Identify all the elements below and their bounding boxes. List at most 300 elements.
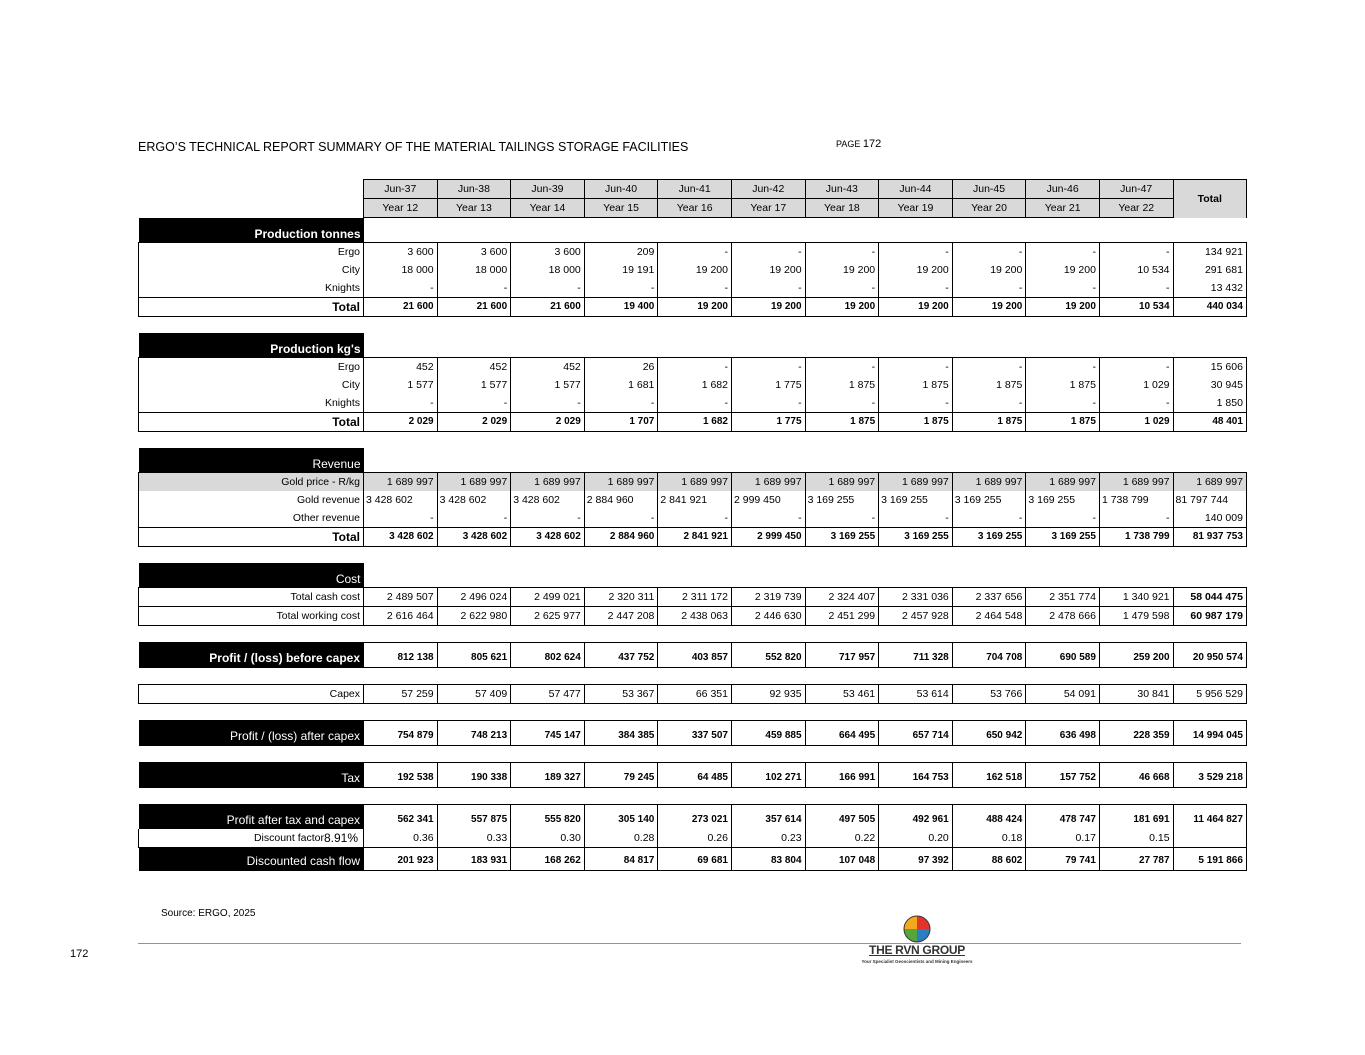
year-header: Year 15 (584, 199, 658, 218)
row-label: Total (139, 527, 364, 546)
value-cell: 19 200 (805, 261, 879, 279)
value-cell: 69 681 (658, 847, 732, 870)
value-cell: 2 464 548 (952, 606, 1026, 625)
value-cell: 166 991 (805, 762, 879, 787)
kgs-row (139, 394, 1247, 413)
value-cell: 57 259 (364, 684, 438, 703)
page-number: 172 (862, 138, 882, 150)
value-cell: 3 600 (437, 242, 511, 261)
value-cell: 18 000 (437, 261, 511, 279)
value-cell: 1 577 (364, 376, 438, 394)
value-cell: 18 000 (364, 261, 438, 279)
month-header: Jun-41 (658, 180, 732, 199)
value-cell: 2 841 921 (658, 491, 732, 509)
month-header: Jun-43 (805, 180, 879, 199)
year-header: Year 18 (805, 199, 879, 218)
value-cell: 1 875 (1026, 376, 1100, 394)
spacer-row (139, 546, 1247, 563)
value-cell: 711 328 (879, 642, 953, 667)
value-cell: 1 875 (879, 376, 953, 394)
value-cell: - (952, 509, 1026, 528)
year-header: Year 20 (952, 199, 1026, 218)
tonnes-row (139, 279, 1247, 298)
value-cell: - (658, 509, 732, 528)
section-title: Cost (139, 563, 364, 588)
value-cell: 3 428 602 (437, 491, 511, 509)
value-cell: 46 668 (1099, 762, 1173, 787)
value-cell: 79 245 (584, 762, 658, 787)
document-title: ERGO’S TECHNICAL REPORT SUMMARY OF THE MATERIAL TAILINGS STORAGE FACILITIES (138, 140, 689, 154)
value-cell: 53 367 (584, 684, 658, 703)
source-note: Source: ERGO, 2025 (161, 908, 256, 919)
spacer-cell (139, 316, 1247, 333)
spacer-cell (139, 787, 1247, 804)
tonnes-total-row (139, 297, 1247, 316)
value-cell: 102 271 (731, 762, 805, 787)
value-cell: 88 602 (952, 847, 1026, 870)
spacer-cell (139, 667, 1247, 684)
spacer-row (139, 625, 1247, 642)
year-header: Year 17 (731, 199, 805, 218)
row-label: City (139, 376, 364, 394)
value-cell: - (879, 279, 953, 298)
value-cell: 1 738 799 (1099, 491, 1173, 509)
row-label: Total working cost (139, 606, 364, 625)
value-cell: 748 213 (437, 720, 511, 745)
value-cell: 3 428 602 (437, 527, 511, 546)
value-cell: 19 200 (879, 261, 953, 279)
value-cell: 2 446 630 (731, 606, 805, 625)
value-cell: 168 262 (511, 847, 585, 870)
header-blank (139, 180, 364, 199)
value-cell: - (1099, 279, 1173, 298)
value-cell: 157 752 (1026, 762, 1100, 787)
value-cell: 2 029 (437, 412, 511, 431)
value-cell: 19 400 (584, 297, 658, 316)
value-cell: 19 200 (658, 261, 732, 279)
value-cell: 20 950 574 (1173, 642, 1246, 667)
value-cell: 3 428 602 (511, 527, 585, 546)
value-cell: 1 875 (805, 376, 879, 394)
value-cell: - (879, 242, 953, 261)
value-cell: 478 747 (1026, 804, 1100, 829)
value-cell: 107 048 (805, 847, 879, 870)
row-label: Ergo (139, 357, 364, 376)
value-cell: 273 021 (658, 804, 732, 829)
value-cell: 2 337 656 (952, 587, 1026, 606)
value-cell: 2 029 (364, 412, 438, 431)
section-gap (364, 448, 1247, 473)
value-cell: 1 681 (584, 376, 658, 394)
month-header: Jun-39 (511, 180, 585, 199)
value-cell: 2 622 980 (437, 606, 511, 625)
value-cell: - (879, 509, 953, 528)
value-cell: 754 879 (364, 720, 438, 745)
gold-revenue-row (139, 491, 1247, 509)
spacer-row (139, 431, 1247, 448)
spacer-row (139, 703, 1247, 720)
section-gap (364, 563, 1247, 588)
value-cell: 19 200 (805, 297, 879, 316)
value-cell: 1 738 799 (1099, 527, 1173, 546)
cash-cost-row (139, 587, 1247, 606)
value-cell: 1 689 997 (1173, 472, 1246, 491)
value-cell: 92 935 (731, 684, 805, 703)
value-cell: 552 820 (731, 642, 805, 667)
row-label: Gold price - R/kg (139, 472, 364, 491)
value-cell: - (731, 394, 805, 413)
value-cell: - (658, 357, 732, 376)
value-cell: 48 401 (1173, 412, 1246, 431)
row-label: City (139, 261, 364, 279)
value-cell: 2 320 311 (584, 587, 658, 606)
value-cell: 2 496 024 (437, 587, 511, 606)
value-cell: 19 200 (658, 297, 732, 316)
month-header: Jun-40 (584, 180, 658, 199)
value-cell: 2 999 450 (731, 527, 805, 546)
month-header: Jun-37 (364, 180, 438, 199)
value-cell: 26 (584, 357, 658, 376)
value-cell: 19 200 (952, 261, 1026, 279)
spacer-cell (139, 703, 1247, 720)
value-cell: 5 956 529 (1173, 684, 1246, 703)
row-label: Tax (139, 762, 364, 787)
value-cell: - (805, 357, 879, 376)
month-header: Jun-38 (437, 180, 511, 199)
spacer-row (139, 745, 1247, 762)
value-cell: 19 200 (731, 261, 805, 279)
section-header (139, 563, 1247, 588)
value-cell: 562 341 (364, 804, 438, 829)
value-cell: 2 438 063 (658, 606, 732, 625)
spacer-cell (139, 625, 1247, 642)
value-cell: 452 (364, 357, 438, 376)
value-cell: 1 682 (658, 412, 732, 431)
tonnes-row (139, 242, 1247, 261)
value-cell: 0.23 (731, 829, 805, 848)
value-cell: 3 169 255 (952, 491, 1026, 509)
spacer-cell (139, 431, 1247, 448)
value-cell: - (952, 357, 1026, 376)
value-cell: 1 850 (1173, 394, 1246, 413)
value-cell: 802 624 (511, 642, 585, 667)
value-cell: - (1099, 394, 1173, 413)
value-cell: 3 529 218 (1173, 762, 1246, 787)
value-cell: 1 340 921 (1099, 587, 1173, 606)
value-cell: 2 884 960 (584, 527, 658, 546)
logo-tagline: Your Specialist Geoscientists and Mining Engineers (861, 959, 973, 964)
row-label: Profit / (loss) after capex (139, 720, 364, 745)
value-cell: - (731, 509, 805, 528)
row-label: Discounted cash flow (139, 847, 364, 870)
year-header: Year 22 (1099, 199, 1173, 218)
value-cell: 84 817 (584, 847, 658, 870)
year-header: Year 21 (1026, 199, 1100, 218)
value-cell: 1 689 997 (658, 472, 732, 491)
value-cell: 21 600 (437, 297, 511, 316)
kgs-row (139, 357, 1247, 376)
year-header-row (139, 199, 1247, 218)
value-cell: - (584, 394, 658, 413)
section-title: Revenue (139, 448, 364, 473)
section-gap (364, 218, 1247, 243)
value-cell: 79 741 (1026, 847, 1100, 870)
profit-before-capex-row (139, 642, 1247, 667)
value-cell: 209 (584, 242, 658, 261)
value-cell: - (364, 509, 438, 528)
spacer-row (139, 316, 1247, 333)
value-cell: 357 614 (731, 804, 805, 829)
value-cell: 403 857 (658, 642, 732, 667)
value-cell: 1 689 997 (437, 472, 511, 491)
value-cell: - (658, 242, 732, 261)
value-cell: 555 820 (511, 804, 585, 829)
row-label: Profit after tax and capex (139, 804, 364, 829)
value-cell: 228 359 (1099, 720, 1173, 745)
row-label: Other revenue (139, 509, 364, 528)
value-cell: - (879, 357, 953, 376)
row-label: Gold revenue (139, 491, 364, 509)
value-cell: 745 147 (511, 720, 585, 745)
value-cell: 1 689 997 (805, 472, 879, 491)
row-label: Total (139, 297, 364, 316)
year-header: Year 13 (437, 199, 511, 218)
financial-model-table (138, 179, 1247, 871)
value-cell: 192 538 (364, 762, 438, 787)
value-cell: 690 589 (1026, 642, 1100, 667)
spacer-row (139, 787, 1247, 804)
value-cell: - (437, 509, 511, 528)
value-cell: 1 689 997 (1099, 472, 1173, 491)
discount-rate: 8.91% (323, 830, 358, 845)
value-cell: 181 691 (1099, 804, 1173, 829)
value-cell: - (1099, 357, 1173, 376)
value-cell: - (511, 509, 585, 528)
value-cell: 488 424 (952, 804, 1026, 829)
row-label: Total cash cost (139, 587, 364, 606)
year-header: Year 19 (879, 199, 953, 218)
value-cell: 21 600 (511, 297, 585, 316)
value-cell: 664 495 (805, 720, 879, 745)
value-cell: 53 766 (952, 684, 1026, 703)
value-cell: 0.26 (658, 829, 732, 848)
working-cost-row (139, 606, 1247, 625)
value-cell: 30 841 (1099, 684, 1173, 703)
value-cell: 19 191 (584, 261, 658, 279)
value-cell: 1 775 (731, 412, 805, 431)
value-cell: 19 200 (952, 297, 1026, 316)
value-cell: 10 534 (1099, 261, 1173, 279)
value-cell: 140 009 (1173, 509, 1246, 528)
row-label: Ergo (139, 242, 364, 261)
value-cell: 0.18 (952, 829, 1026, 848)
value-cell: 3 169 255 (1026, 491, 1100, 509)
value-cell: 2 457 928 (879, 606, 953, 625)
spacer-cell (139, 546, 1247, 563)
page-prefix: PAGE (836, 139, 861, 149)
value-cell: 305 140 (584, 804, 658, 829)
month-header: Jun-47 (1099, 180, 1173, 199)
value-cell: 291 681 (1173, 261, 1246, 279)
value-cell: - (805, 394, 879, 413)
value-cell: 3 169 255 (879, 491, 953, 509)
value-cell: - (658, 394, 732, 413)
value-cell: 58 044 475 (1173, 587, 1246, 606)
month-header-row (139, 180, 1247, 199)
value-cell: 18 000 (511, 261, 585, 279)
value-cell: - (437, 279, 511, 298)
value-cell: 2 311 172 (658, 587, 732, 606)
month-header: Jun-42 (731, 180, 805, 199)
value-cell: 1 689 997 (584, 472, 658, 491)
value-cell: 384 385 (584, 720, 658, 745)
value-cell: - (805, 279, 879, 298)
value-cell: 3 428 602 (364, 527, 438, 546)
value-cell: 2 351 774 (1026, 587, 1100, 606)
total-header: Total (1173, 180, 1246, 218)
value-cell: 60 987 179 (1173, 606, 1246, 625)
section-title: Production kg's (139, 333, 364, 358)
kgs-total-row (139, 412, 1247, 431)
value-cell: 440 034 (1173, 297, 1246, 316)
value-cell: 0.30 (511, 829, 585, 848)
tax-row (139, 762, 1247, 787)
value-cell: 1 479 598 (1099, 606, 1173, 625)
value-cell: 636 498 (1026, 720, 1100, 745)
value-cell: 57 477 (511, 684, 585, 703)
value-cell: 437 752 (584, 642, 658, 667)
section-header (139, 333, 1247, 358)
month-header: Jun-46 (1026, 180, 1100, 199)
value-cell: 1 577 (437, 376, 511, 394)
year-header: Year 16 (658, 199, 732, 218)
value-cell: 15 606 (1173, 357, 1246, 376)
value-cell: 162 518 (952, 762, 1026, 787)
value-cell: 497 505 (805, 804, 879, 829)
value-cell: 3 600 (511, 242, 585, 261)
value-cell: 19 200 (879, 297, 953, 316)
cash-flow-table (138, 179, 1247, 871)
value-cell: 1 689 997 (952, 472, 1026, 491)
value-cell: 11 464 827 (1173, 804, 1246, 829)
value-cell: 3 169 255 (805, 527, 879, 546)
value-cell: 3 600 (364, 242, 438, 261)
value-cell: - (511, 279, 585, 298)
row-label: Knights (139, 279, 364, 298)
value-cell: 1 689 997 (364, 472, 438, 491)
value-cell: - (1099, 509, 1173, 528)
profit-after-capex-row (139, 720, 1247, 745)
footer-page-number: 172 (70, 948, 89, 960)
value-cell: 1 689 997 (511, 472, 585, 491)
value-cell: 717 957 (805, 642, 879, 667)
value-cell: 19 200 (1026, 297, 1100, 316)
value-cell: - (952, 394, 1026, 413)
value-cell: - (1026, 509, 1100, 528)
value-cell: 1 875 (952, 376, 1026, 394)
value-cell: 0.17 (1026, 829, 1100, 848)
value-cell: 2 499 021 (511, 587, 585, 606)
value-cell: 3 428 602 (364, 491, 438, 509)
gold-price-row (139, 472, 1247, 491)
logo-pie-icon (856, 914, 978, 944)
row-label: Profit / (loss) before capex (139, 642, 364, 667)
value-cell: 0.15 (1099, 829, 1173, 848)
value-cell: - (731, 357, 805, 376)
month-header: Jun-44 (879, 180, 953, 199)
value-cell: 2 324 407 (805, 587, 879, 606)
value-cell: 53 461 (805, 684, 879, 703)
year-header: Year 12 (364, 199, 438, 218)
value-cell: 97 392 (879, 847, 953, 870)
value-cell: 3 169 255 (1026, 527, 1100, 546)
value-cell: 183 931 (437, 847, 511, 870)
footer-rule (138, 943, 1241, 944)
value-cell: - (584, 509, 658, 528)
logo-name: THE RVN GROUP (869, 943, 965, 957)
value-cell: - (805, 509, 879, 528)
value-cell: 459 885 (731, 720, 805, 745)
value-cell: 2 478 666 (1026, 606, 1100, 625)
value-cell: 1 689 997 (1026, 472, 1100, 491)
value-cell: 3 169 255 (952, 527, 1026, 546)
rvn-group-logo (856, 914, 978, 970)
profit-after-tax-row (139, 804, 1247, 829)
value-cell: 1 875 (879, 412, 953, 431)
value-cell: 0.36 (364, 829, 438, 848)
value-cell: 1 689 997 (879, 472, 953, 491)
row-label: Knights (139, 394, 364, 413)
value-cell: 190 338 (437, 762, 511, 787)
value-cell: 5 191 866 (1173, 847, 1246, 870)
value-cell: 1 682 (658, 376, 732, 394)
value-cell: 21 600 (364, 297, 438, 316)
section-title: Production tonnes (139, 218, 364, 243)
value-cell: - (1026, 357, 1100, 376)
value-cell: 492 961 (879, 804, 953, 829)
month-header: Jun-45 (952, 180, 1026, 199)
value-cell: - (952, 279, 1026, 298)
value-cell: 704 708 (952, 642, 1026, 667)
value-cell: 452 (437, 357, 511, 376)
value-cell: 2 999 450 (731, 491, 805, 509)
value-cell: - (364, 279, 438, 298)
other-revenue-row (139, 509, 1247, 528)
value-cell: - (1026, 394, 1100, 413)
value-cell: 2 884 960 (584, 491, 658, 509)
value-cell: 2 489 507 (364, 587, 438, 606)
value-cell: 1 707 (584, 412, 658, 431)
value-cell: 81 797 744 (1173, 491, 1246, 509)
value-cell: 201 923 (364, 847, 438, 870)
year-header: Year 14 (511, 199, 585, 218)
value-cell: - (1026, 279, 1100, 298)
value-cell: - (1099, 242, 1173, 261)
value-cell: 259 200 (1099, 642, 1173, 667)
value-cell: 0.33 (437, 829, 511, 848)
tonnes-row (139, 261, 1247, 279)
row-label: Capex (139, 684, 364, 703)
discount-factor-label: Discount factor (253, 831, 324, 844)
value-cell: 19 200 (1026, 261, 1100, 279)
value-cell: 650 942 (952, 720, 1026, 745)
value-cell: 1 875 (805, 412, 879, 431)
value-cell: 19 200 (731, 297, 805, 316)
value-cell: 57 409 (437, 684, 511, 703)
page-label (836, 138, 881, 150)
row-label (139, 829, 364, 848)
section-header (139, 448, 1247, 473)
